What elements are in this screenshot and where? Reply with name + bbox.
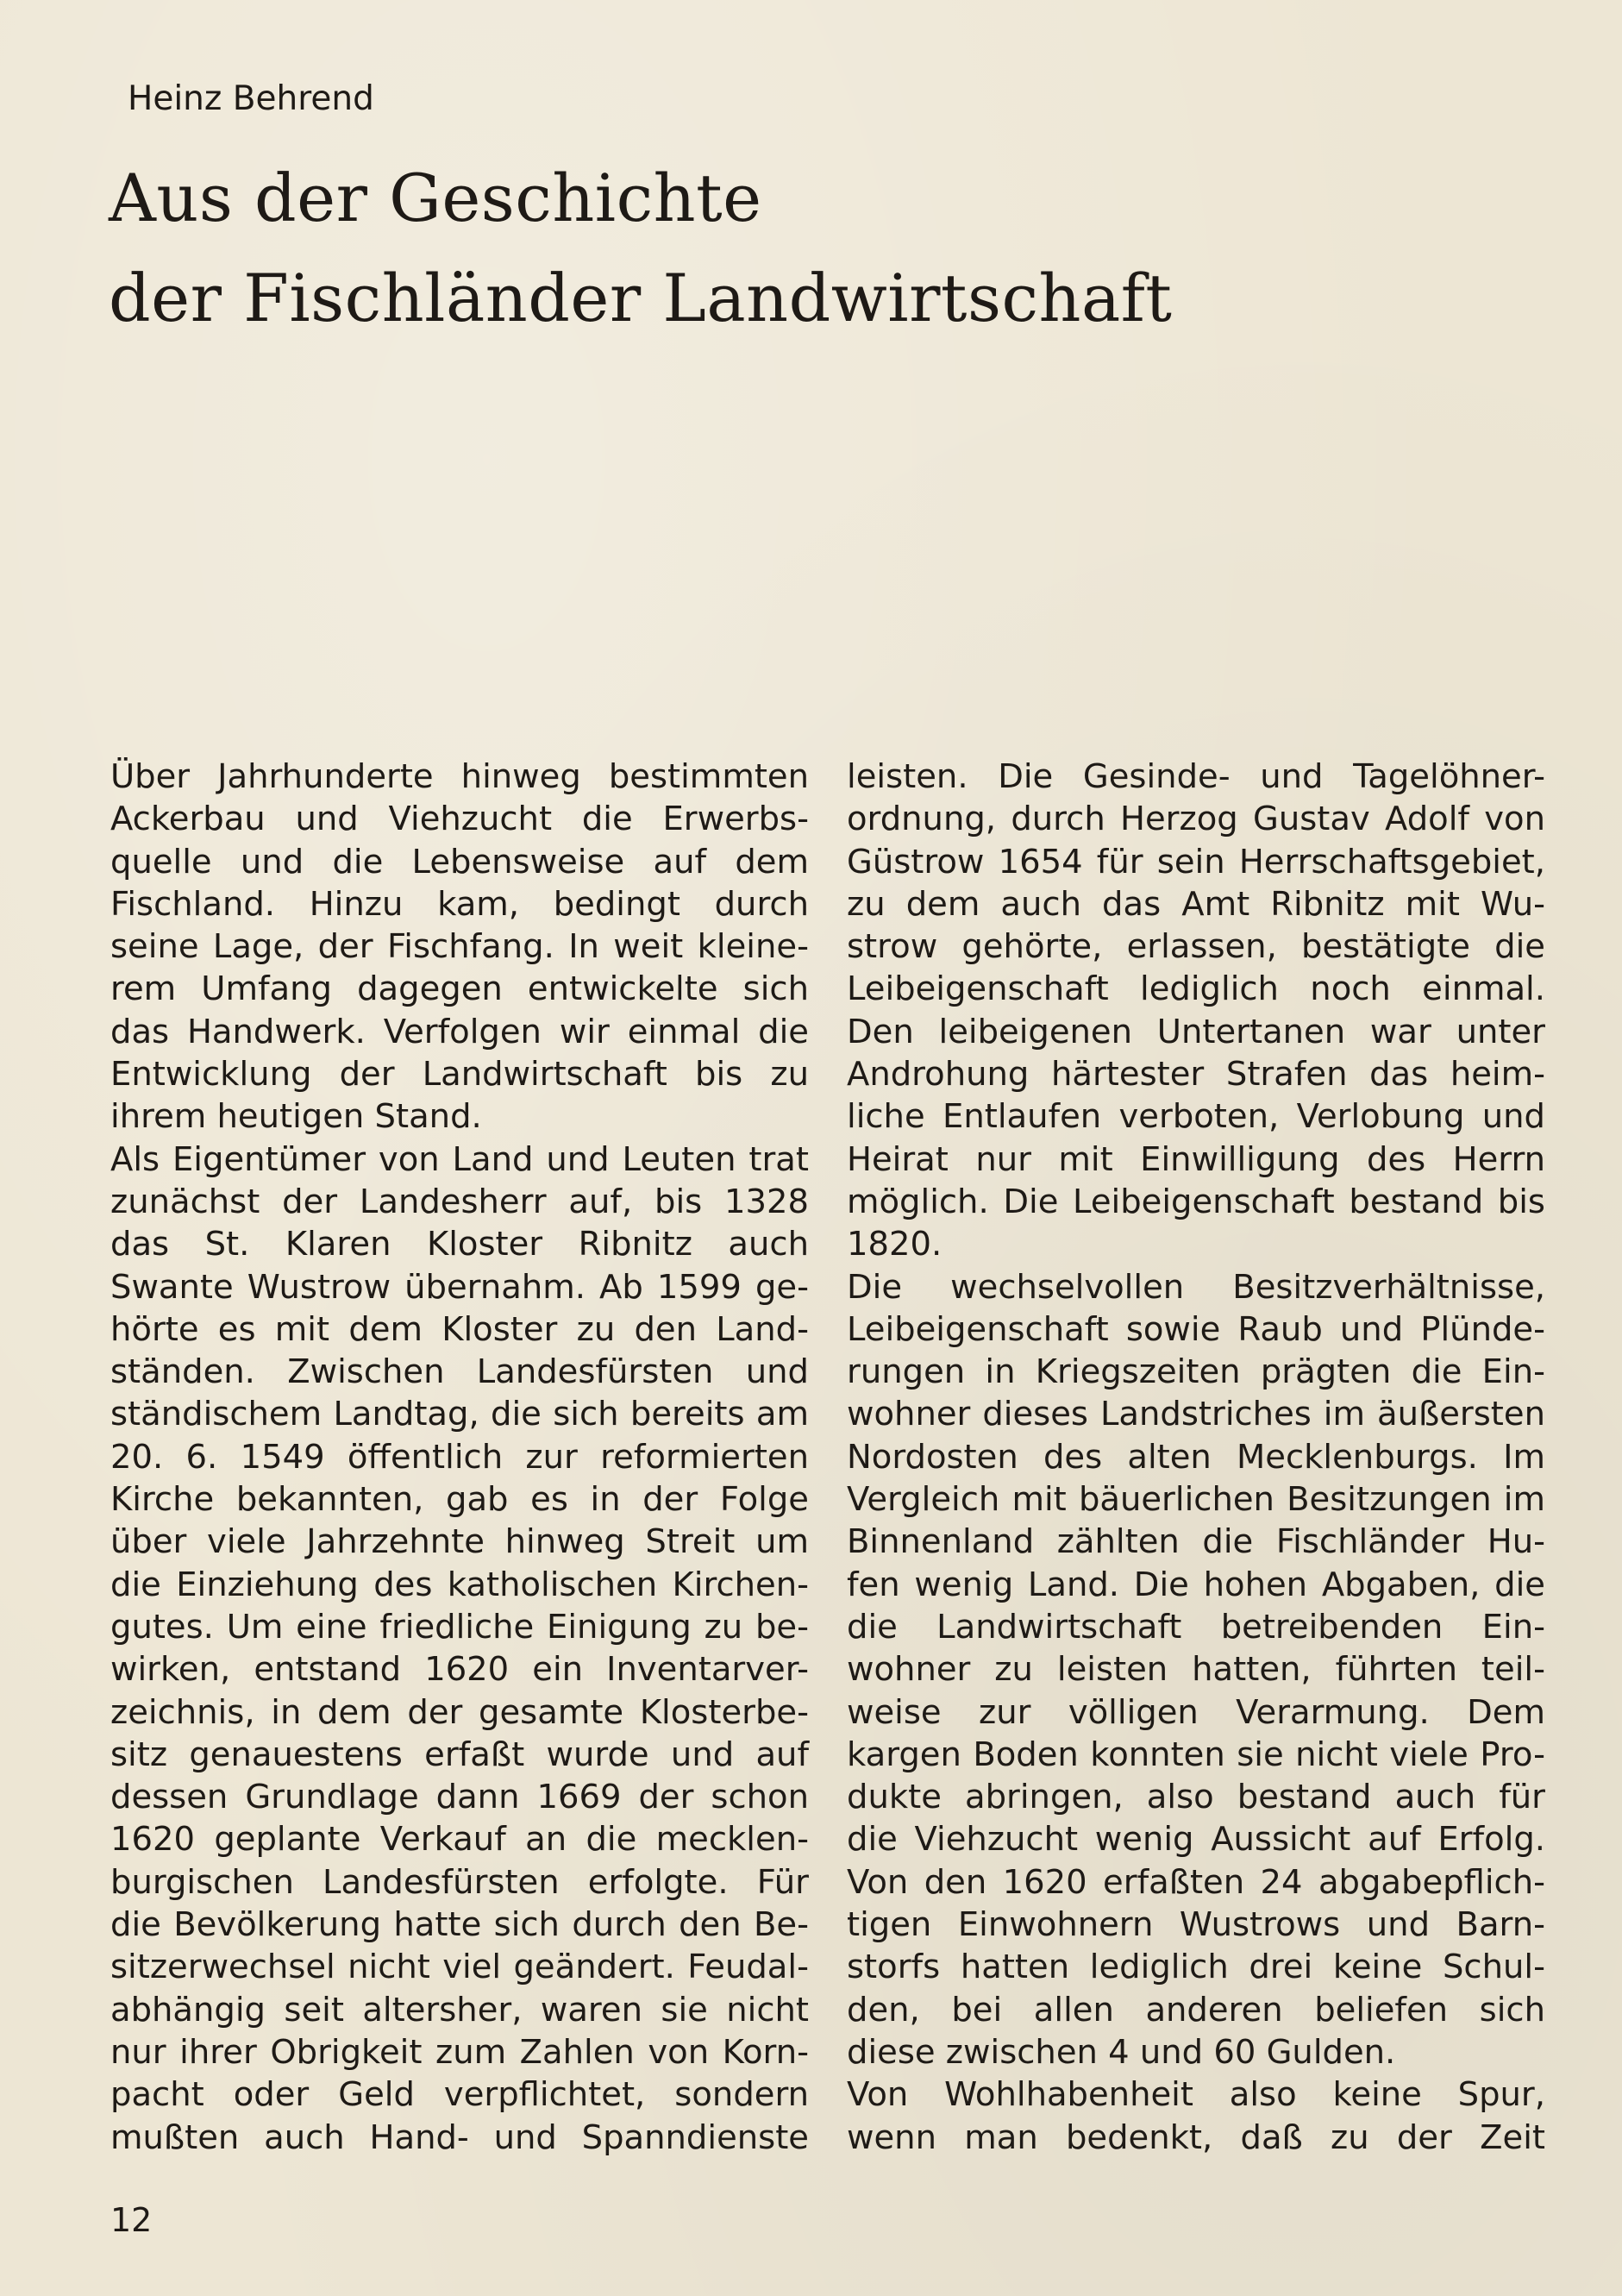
text-line: den, bei allen anderen beliefen sich xyxy=(847,1990,1545,2029)
text-line: Von Wohlhabenheit also keine Spur, xyxy=(847,2075,1545,2115)
text-line: pacht oder Geld verpflichtet, sondern xyxy=(110,2075,809,2115)
title-line: der Fischländer Landwirtschaft xyxy=(109,260,1173,336)
text-column-right xyxy=(847,756,1545,2159)
text-line: storfs hatten lediglich drei keine Schul- xyxy=(847,1948,1545,1987)
article-title xyxy=(109,148,1264,348)
text-line: Heirat nur mit Einwilligung des Herrn xyxy=(847,1139,1545,1179)
text-line: nur ihrer Obrigkeit zum Zahlen von Korn- xyxy=(110,2032,809,2072)
text-line: möglich. Die Leibeigenschaft bestand bis xyxy=(847,1182,1545,1221)
text-line: gutes. Um eine friedliche Einigung zu be- xyxy=(110,1607,809,1647)
text-line: leisten. Die Gesinde- und Tagelöhner- xyxy=(847,757,1545,796)
text-line: zunächst der Landesherr auf, bis 1328 xyxy=(110,1182,809,1221)
text-line: abhängig seit altersher, waren sie nicht xyxy=(110,1990,809,2029)
text-line: Leibeigenschaft lediglich noch einmal. xyxy=(847,969,1545,1009)
text-line: weise zur völligen Verarmung. Dem xyxy=(847,1692,1545,1732)
text-line: mußten auch Hand- und Spanndienste xyxy=(110,2117,809,2157)
text-line: ständischem Landtag, die sich bereits am xyxy=(110,1395,809,1434)
text-line: dukte abringen, also bestand auch für xyxy=(847,1778,1545,1817)
text-line: ordnung, durch Herzog Gustav Adolf von xyxy=(847,800,1545,839)
text-line: rungen in Kriegszeiten prägten die Ein- xyxy=(847,1352,1545,1392)
text-line: über viele Jahrzehnte hinweg Streit um xyxy=(110,1522,809,1562)
text-line: wenn man bedenkt, daß zu der Zeit xyxy=(847,2117,1545,2157)
text-line: quelle und die Lebensweise auf dem xyxy=(110,842,809,881)
text-line: zeichnis, in dem der gesamte Klosterbe- xyxy=(110,1692,809,1732)
text-line: Swante Wustrow übernahm. Ab 1599 ge- xyxy=(110,1267,809,1307)
text-line: die Bevölkerung hatte sich durch den Be- xyxy=(110,1905,809,1945)
text-line: 20. 6. 1549 öffentlich zur reformierten xyxy=(110,1437,809,1477)
text-line: zu dem auch das Amt Ribnitz mit Wu- xyxy=(847,884,1545,924)
text-line: Kirche bekannten, gab es in der Folge xyxy=(110,1480,809,1520)
text-line: Androhung härtester Strafen das heim- xyxy=(847,1055,1545,1095)
text-line: ihrem heutigen Stand. xyxy=(110,1097,482,1137)
text-line: 1820. xyxy=(847,1225,943,1264)
text-line: die Viehzucht wenig Aussicht auf Erfolg. xyxy=(847,1820,1545,1860)
text-line: Über Jahrhunderte hinweg bestimmten xyxy=(110,757,809,796)
text-line: Nordosten des alten Mecklenburgs. Im xyxy=(847,1437,1545,1477)
text-column-left xyxy=(110,756,809,2159)
text-line: hörte es mit dem Kloster zu den Land- xyxy=(110,1309,809,1349)
text-line: tigen Einwohnern Wustrows und Barn- xyxy=(847,1905,1545,1945)
text-line: das St. Klaren Kloster Ribnitz auch xyxy=(110,1225,809,1264)
text-line: Güstrow 1654 für sein Herrschaftsgebiet, xyxy=(847,842,1545,881)
text-line: Als Eigentümer von Land und Leuten trat xyxy=(110,1139,809,1179)
text-line: wohner zu leisten hatten, führten teil- xyxy=(847,1650,1545,1690)
text-line: wohner dieses Landstriches im äußersten xyxy=(847,1395,1545,1434)
text-line: burgischen Landesfürsten erfolgte. Für xyxy=(110,1862,809,1902)
text-line: Binnenland zählten die Fischländer Hu- xyxy=(847,1522,1545,1562)
text-line: liche Entlaufen verboten, Verlobung und xyxy=(847,1097,1545,1137)
text-line: ständen. Zwischen Landesfürsten und xyxy=(110,1352,809,1392)
text-line: Von den 1620 erfaßten 24 abgabepflich- xyxy=(847,1862,1545,1902)
text-line: strow gehörte, erlassen, bestätigte die xyxy=(847,927,1545,967)
text-line: sitzerwechsel nicht viel geändert. Feudal- xyxy=(110,1948,809,1987)
text-line: 1620 geplante Verkauf an die mecklen- xyxy=(110,1820,809,1860)
text-line: fen wenig Land. Die hohen Abgaben, die xyxy=(847,1565,1545,1604)
text-line: Die wechselvollen Besitzverhältnisse, xyxy=(847,1267,1545,1307)
text-line: seine Lage, der Fischfang. In weit kleine- xyxy=(110,927,809,967)
text-line: rem Umfang dagegen entwickelte sich xyxy=(110,969,809,1009)
text-line: die Landwirtschaft betreibenden Ein- xyxy=(847,1607,1545,1647)
text-line: Vergleich mit bäuerlichen Besitzungen im xyxy=(847,1480,1545,1520)
text-line: dessen Grundlage dann 1669 der schon xyxy=(110,1778,809,1817)
text-line: kargen Boden konnten sie nicht viele Pro- xyxy=(847,1735,1545,1774)
text-line: Leibeigenschaft sowie Raub und Plünde- xyxy=(847,1309,1545,1349)
text-line: die Einziehung des katholischen Kirchen- xyxy=(110,1565,809,1604)
text-line: Entwicklung der Landwirtschaft bis zu xyxy=(110,1055,809,1095)
text-line: wirken, entstand 1620 ein Inventarver- xyxy=(110,1650,809,1690)
text-line: diese zwischen 4 und 60 Gulden. xyxy=(847,2032,1396,2072)
text-line: Den leibeigenen Untertanen war unter xyxy=(847,1012,1545,1051)
page-number: 12 xyxy=(110,2201,153,2239)
text-line: Fischland. Hinzu kam, bedingt durch xyxy=(110,884,809,924)
text-line: Ackerbau und Viehzucht die Erwerbs- xyxy=(110,800,809,839)
text-line: sitz genauestens erfaßt wurde und auf xyxy=(110,1735,809,1774)
author-name: Heinz Behrend xyxy=(128,79,374,118)
title-line: Aus der Geschichte xyxy=(109,160,762,236)
text-line: das Handwerk. Verfolgen wir einmal die xyxy=(110,1012,809,1051)
